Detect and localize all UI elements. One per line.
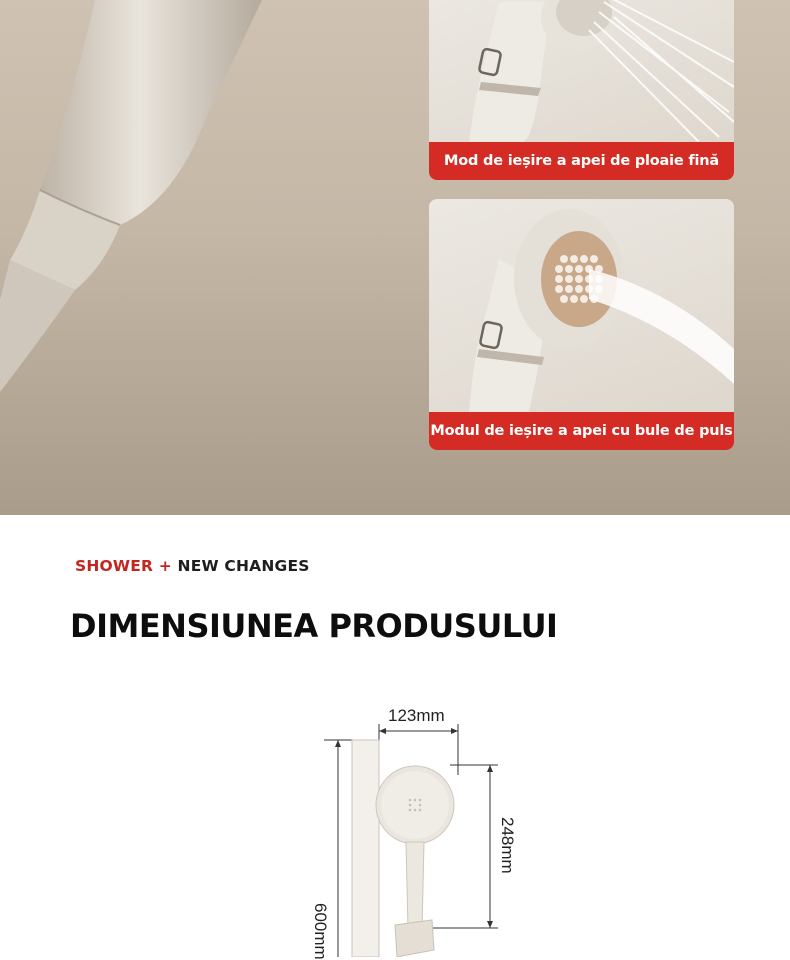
dimension-width: 123mm (388, 706, 445, 725)
tagline-plus: + (158, 557, 172, 575)
tagline-brand: SHOWER (75, 557, 154, 575)
rain-mode-card (429, 0, 734, 180)
pulse-mode-label: Modul de ieșire a apei cu bule de puls (429, 412, 734, 450)
dimension-length: 600mm (311, 903, 330, 960)
rain-mode-label: Mod de ieșire a apei de ploaie fină (429, 142, 734, 180)
dimension-height: 248mm (498, 817, 517, 874)
tagline (75, 557, 310, 575)
tagline-rest: NEW CHANGES (177, 557, 310, 575)
pulse-mode-card (429, 199, 734, 450)
page-title: DIMENSIUNEA PRODUSULUI (70, 607, 558, 645)
